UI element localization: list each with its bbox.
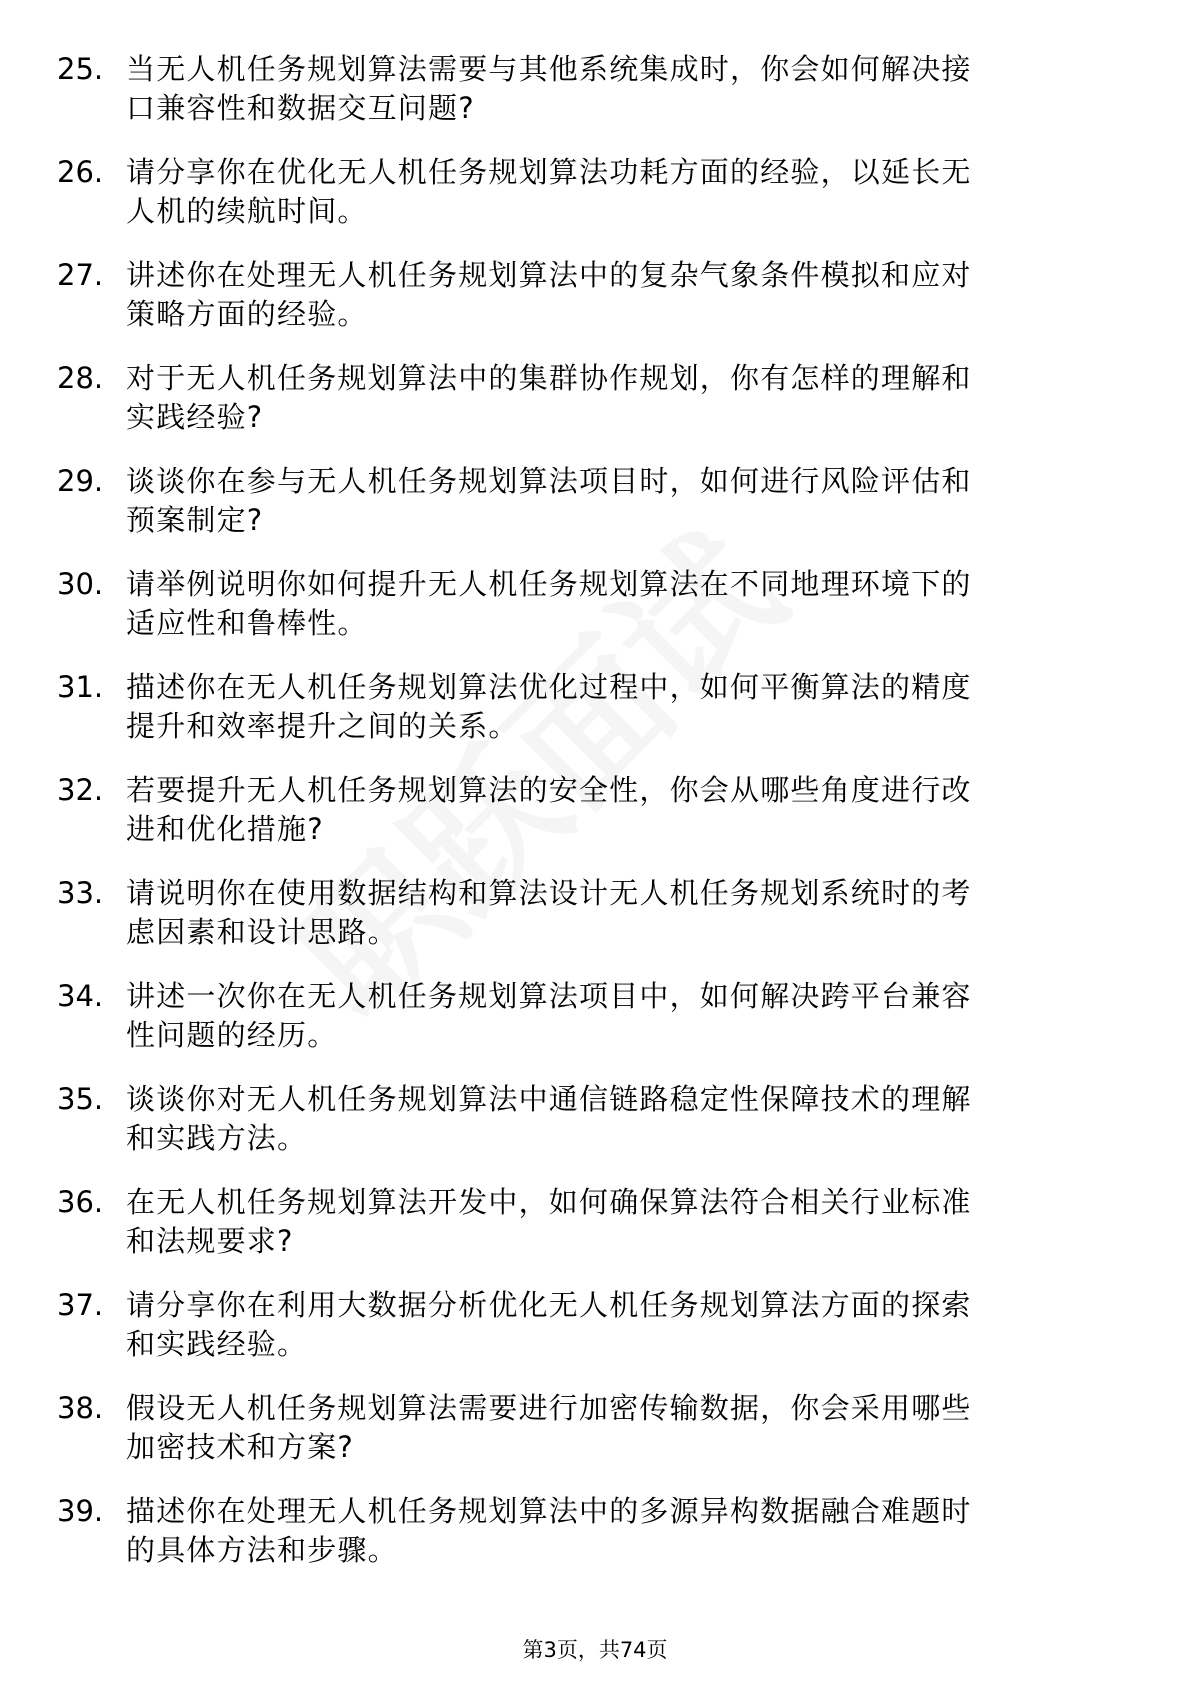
question-number: 34. (57, 979, 104, 1013)
question-number: 39. (57, 1494, 104, 1528)
question-item (0, 668, 1190, 771)
question-number: 27. (57, 258, 104, 292)
question-item (0, 462, 1190, 565)
question-number: 28. (57, 361, 104, 395)
question-text-line: 讲述你在处理无人机任务规划算法中的复杂气象条件模拟和应对 (126, 258, 972, 292)
question-text-line: 加密技术和方案? (126, 1430, 354, 1464)
question-text-line: 当无人机任务规划算法需要与其他系统集成时，你会如何解决接 (126, 52, 972, 86)
question-text (126, 977, 1126, 1055)
question-list (0, 50, 1190, 1595)
question-item (0, 565, 1190, 668)
question-text-line: 假设无人机任务规划算法需要进行加密传输数据，你会采用哪些 (126, 1391, 972, 1425)
question-text (126, 462, 1126, 540)
question-number: 33. (57, 876, 104, 910)
question-text-line: 描述你在处理无人机任务规划算法中的多源异构数据融合难题时 (126, 1494, 972, 1528)
question-number: 38. (57, 1391, 104, 1425)
question-text-line: 若要提升无人机任务规划算法的安全性，你会从哪些角度进行改 (126, 773, 972, 807)
question-text-line: 请举例说明你如何提升无人机任务规划算法在不同地理环境下的 (126, 567, 972, 601)
question-text-line: 提升和效率提升之间的关系。 (126, 709, 519, 743)
question-text-line: 预案制定? (126, 503, 264, 537)
question-text-line: 描述你在无人机任务规划算法优化过程中，如何平衡算法的精度 (126, 670, 972, 704)
question-text (126, 359, 1126, 437)
question-text (126, 50, 1126, 128)
question-text (126, 1183, 1126, 1261)
question-text-line: 虑因素和设计思路。 (126, 915, 398, 949)
question-text (126, 874, 1126, 952)
question-number: 30. (57, 567, 104, 601)
question-text-line: 实践经验? (126, 400, 264, 434)
question-number: 35. (57, 1082, 104, 1116)
question-item (0, 874, 1190, 977)
question-item (0, 1080, 1190, 1183)
question-item (0, 1492, 1190, 1595)
question-text (126, 771, 1126, 849)
question-text-line: 人机的续航时间。 (126, 194, 368, 228)
question-text (126, 1492, 1126, 1570)
question-text (126, 153, 1126, 231)
question-item (0, 359, 1190, 462)
question-text (126, 668, 1126, 746)
question-text-line: 请分享你在优化无人机任务规划算法功耗方面的经验，以延长无 (126, 155, 972, 189)
question-text-line: 和法规要求? (126, 1224, 294, 1258)
question-text-line: 谈谈你在参与无人机任务规划算法项目时，如何进行风险评估和 (126, 464, 972, 498)
question-item (0, 50, 1190, 153)
question-number: 25. (57, 52, 104, 86)
question-text-line: 请分享你在利用大数据分析优化无人机任务规划算法方面的探索 (126, 1288, 972, 1322)
question-text-line: 性问题的经历。 (126, 1018, 338, 1052)
question-text-line: 讲述一次你在无人机任务规划算法项目中，如何解决跨平台兼容 (126, 979, 972, 1013)
question-text-line: 和实践经验。 (126, 1327, 308, 1361)
question-item (0, 1286, 1190, 1389)
question-item (0, 977, 1190, 1080)
question-number: 29. (57, 464, 104, 498)
question-text (126, 565, 1126, 643)
question-text-line: 策略方面的经验。 (126, 297, 368, 331)
question-number: 36. (57, 1185, 104, 1219)
question-number: 26. (57, 155, 104, 189)
question-text-line: 的具体方法和步骤。 (126, 1533, 398, 1567)
question-text (126, 1286, 1126, 1364)
question-text-line: 和实践方法。 (126, 1121, 308, 1155)
question-item (0, 1183, 1190, 1286)
question-text (126, 1080, 1126, 1158)
question-item (0, 1389, 1190, 1492)
question-number: 32. (57, 773, 104, 807)
question-item (0, 771, 1190, 874)
question-item (0, 256, 1190, 359)
question-number: 31. (57, 670, 104, 704)
question-text (126, 1389, 1126, 1467)
question-text-line: 对于无人机任务规划算法中的集群协作规划，你有怎样的理解和 (126, 361, 972, 395)
question-text (126, 256, 1126, 334)
question-text-line: 在无人机任务规划算法开发中，如何确保算法符合相关行业标准 (126, 1185, 972, 1219)
question-text-line: 口兼容性和数据交互问题? (126, 91, 475, 125)
page-number-label: 第3页，共74页 (522, 1638, 668, 1662)
question-text-line: 适应性和鲁棒性。 (126, 606, 368, 640)
page-footer (0, 1636, 1190, 1664)
question-number: 37. (57, 1288, 104, 1322)
question-text-line: 谈谈你对无人机任务规划算法中通信链路稳定性保障技术的理解 (126, 1082, 972, 1116)
question-item (0, 153, 1190, 256)
question-text-line: 请说明你在使用数据结构和算法设计无人机任务规划系统时的考 (126, 876, 972, 910)
question-text-line: 进和优化措施? (126, 812, 324, 846)
